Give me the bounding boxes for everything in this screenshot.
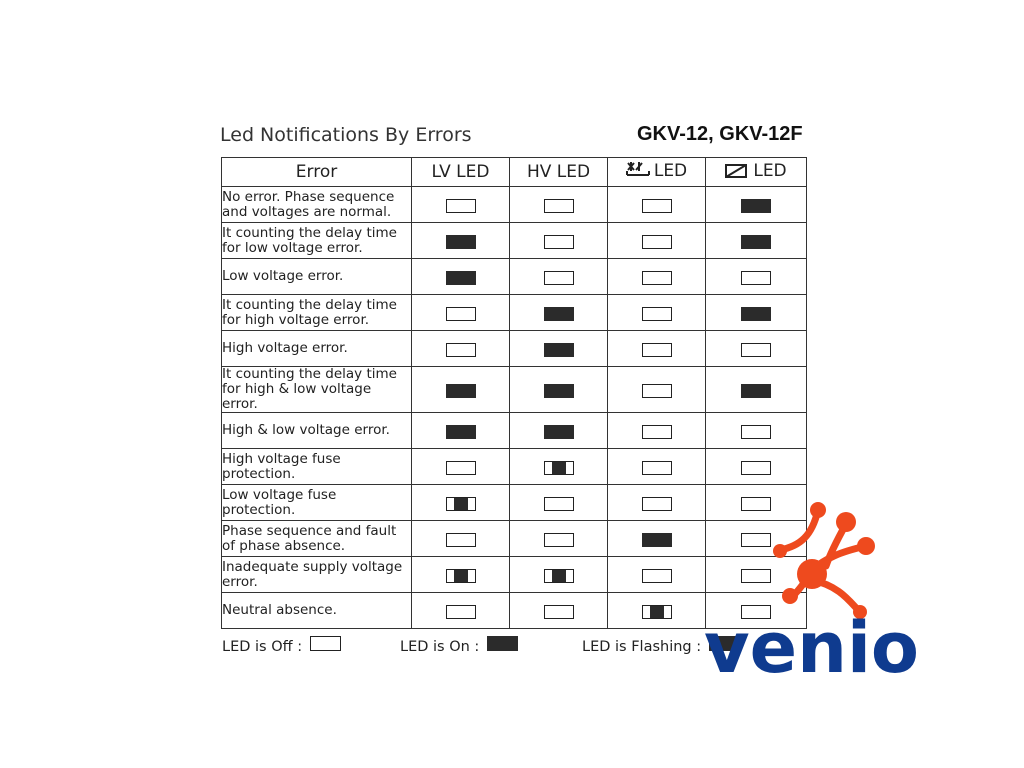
column-header-hv-led: HV LED bbox=[510, 158, 608, 187]
phase-led-cell bbox=[608, 449, 706, 485]
legend-on-swatch bbox=[487, 636, 518, 651]
error-description: It counting the delay time for low voltage error. bbox=[222, 223, 412, 259]
legend-off bbox=[222, 636, 341, 655]
led-indicator-on bbox=[544, 307, 574, 321]
led-indicator-off bbox=[642, 384, 672, 398]
hv-led-cell bbox=[510, 593, 608, 629]
led-indicator-off bbox=[446, 533, 476, 547]
error-description: Low voltage fuse protection. bbox=[222, 485, 412, 521]
lv-led-cell bbox=[412, 295, 510, 331]
led-indicator-off bbox=[642, 307, 672, 321]
led-indicator-off bbox=[741, 425, 771, 439]
table-row bbox=[222, 187, 807, 223]
error-description: Low voltage error. bbox=[222, 259, 412, 295]
phase-led-cell bbox=[608, 259, 706, 295]
lv-led-cell bbox=[412, 449, 510, 485]
legend-off-label: LED is Off : bbox=[222, 639, 303, 655]
column-header-lv-led: LV LED bbox=[412, 158, 510, 187]
error-description: High & low voltage error. bbox=[222, 413, 412, 449]
legend-flashing-label: LED is Flashing : bbox=[582, 639, 702, 655]
led-indicator-off bbox=[642, 497, 672, 511]
led-indicator-flashing bbox=[446, 569, 476, 583]
phase-led-cell bbox=[608, 593, 706, 629]
led-indicator-flashing bbox=[544, 569, 574, 583]
phase-led-cell bbox=[608, 485, 706, 521]
led-indicator-off bbox=[544, 235, 574, 249]
phase-led-cell bbox=[608, 331, 706, 367]
led-indicator-off bbox=[741, 461, 771, 475]
hv-led-cell bbox=[510, 449, 608, 485]
led-indicator-off bbox=[446, 605, 476, 619]
led-indicator-off bbox=[741, 271, 771, 285]
lv-led-cell bbox=[412, 557, 510, 593]
relay-led-cell bbox=[706, 413, 807, 449]
error-description: It counting the delay time for high & low voltage error. bbox=[222, 367, 412, 413]
led-indicator-on bbox=[741, 307, 771, 321]
table-row bbox=[222, 367, 807, 413]
relay-led-cell bbox=[706, 223, 807, 259]
phase-sequence-icon bbox=[626, 161, 650, 184]
led-indicator-on bbox=[446, 235, 476, 249]
led-indicator-on bbox=[446, 384, 476, 398]
page-title: Led Notifications By Errors bbox=[220, 124, 472, 146]
led-indicator-off bbox=[446, 461, 476, 475]
legend-off-swatch bbox=[310, 636, 341, 651]
relay-led-cell bbox=[706, 259, 807, 295]
table-row bbox=[222, 223, 807, 259]
led-indicator-off bbox=[544, 199, 574, 213]
led-indicator-on bbox=[544, 425, 574, 439]
lv-led-cell bbox=[412, 413, 510, 449]
error-description: Phase sequence and fault of phase absence. bbox=[222, 521, 412, 557]
table-row bbox=[222, 295, 807, 331]
led-indicator-on bbox=[446, 425, 476, 439]
table-header-row bbox=[222, 158, 807, 187]
led-indicator-flashing bbox=[642, 605, 672, 619]
led-indicator-on bbox=[642, 533, 672, 547]
lv-led-cell bbox=[412, 259, 510, 295]
venio-logo bbox=[700, 498, 940, 692]
led-indicator-on bbox=[544, 343, 574, 357]
led-indicator-on bbox=[741, 199, 771, 213]
lv-led-cell bbox=[412, 367, 510, 413]
led-indicator-flashing bbox=[446, 497, 476, 511]
error-description: No error. Phase sequence and voltages are normal. bbox=[222, 187, 412, 223]
led-indicator-off bbox=[642, 343, 672, 357]
error-description: Neutral absence. bbox=[222, 593, 412, 629]
lv-led-cell bbox=[412, 521, 510, 557]
table-row bbox=[222, 413, 807, 449]
error-description: It counting the delay time for high voltage error. bbox=[222, 295, 412, 331]
error-description: High voltage fuse protection. bbox=[222, 449, 412, 485]
column-header-relay-led: LED bbox=[706, 158, 807, 187]
column-header-error: Error bbox=[222, 158, 412, 187]
led-indicator-off bbox=[642, 461, 672, 475]
model-names: GKV-12, GKV-12F bbox=[637, 123, 803, 145]
led-indicator-off bbox=[446, 199, 476, 213]
led-indicator-off bbox=[642, 425, 672, 439]
error-description: Inadequate supply voltage error. bbox=[222, 557, 412, 593]
hv-led-cell bbox=[510, 295, 608, 331]
table-row bbox=[222, 331, 807, 367]
led-indicator-off bbox=[544, 271, 574, 285]
table-row bbox=[222, 259, 807, 295]
lv-led-cell bbox=[412, 187, 510, 223]
led-indicator-on bbox=[741, 235, 771, 249]
led-indicator-off bbox=[446, 343, 476, 357]
hv-led-cell bbox=[510, 223, 608, 259]
hv-led-cell bbox=[510, 367, 608, 413]
svg-text:venio: venio bbox=[704, 607, 920, 688]
led-indicator-on bbox=[446, 271, 476, 285]
hv-led-cell bbox=[510, 187, 608, 223]
led-indicator-off bbox=[446, 307, 476, 321]
phase-led-cell bbox=[608, 187, 706, 223]
led-indicator-off bbox=[544, 533, 574, 547]
phase-led-cell bbox=[608, 521, 706, 557]
lv-led-cell bbox=[412, 223, 510, 259]
hv-led-cell bbox=[510, 485, 608, 521]
phase-led-cell bbox=[608, 295, 706, 331]
lv-led-cell bbox=[412, 331, 510, 367]
legend-on bbox=[400, 636, 518, 655]
hv-led-cell bbox=[510, 331, 608, 367]
lv-led-cell bbox=[412, 485, 510, 521]
phase-led-cell bbox=[608, 413, 706, 449]
led-indicator-flashing bbox=[544, 461, 574, 475]
led-indicator-on bbox=[741, 384, 771, 398]
phase-led-cell bbox=[608, 367, 706, 413]
table-row bbox=[222, 449, 807, 485]
hv-led-cell bbox=[510, 557, 608, 593]
lv-led-cell bbox=[412, 593, 510, 629]
error-description: High voltage error. bbox=[222, 331, 412, 367]
relay-led-cell bbox=[706, 187, 807, 223]
led-indicator-off bbox=[544, 605, 574, 619]
led-indicator-off bbox=[642, 569, 672, 583]
led-indicator-off bbox=[544, 497, 574, 511]
led-indicator-off bbox=[642, 199, 672, 213]
relay-led-cell bbox=[706, 449, 807, 485]
hv-led-cell bbox=[510, 413, 608, 449]
relay-led-cell bbox=[706, 295, 807, 331]
relay-led-cell bbox=[706, 331, 807, 367]
legend-on-label: LED is On : bbox=[400, 639, 480, 655]
led-indicator-on bbox=[544, 384, 574, 398]
relay-icon bbox=[725, 163, 749, 184]
phase-led-cell bbox=[608, 557, 706, 593]
led-indicator-off bbox=[642, 271, 672, 285]
led-indicator-off bbox=[642, 235, 672, 249]
relay-led-cell bbox=[706, 367, 807, 413]
column-header-phase-led: LED bbox=[608, 158, 706, 187]
hv-led-cell bbox=[510, 521, 608, 557]
led-indicator-off bbox=[741, 343, 771, 357]
hv-led-cell bbox=[510, 259, 608, 295]
phase-led-cell bbox=[608, 223, 706, 259]
